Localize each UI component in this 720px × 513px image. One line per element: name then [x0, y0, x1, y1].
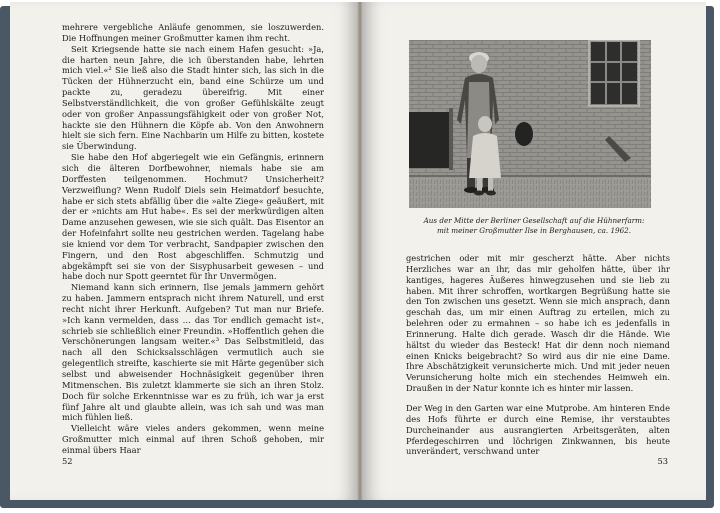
left-paragraph-2: Seit Kriegsende hatte sie nach einem Hafen gesucht: »Ja, die harten neun Jahre, die ich überstanden habe, lehrten mich viel.«² Sie ließ also die Stadt hinter sich, las sich in die Tücken der Hühnerzucht ein, band eine Schürze um und packte zu, geradezu übereifrig. Mit einer Selbstverständlichkeit, die von großer Gefühlskälte zeugt oder von großer Anpassungsfähigkeit oder von großer Not, hackte sie den Hühnern die Köpfe ab. Von den Anwohnern hielt sie sich fern. Eine Nachbarin um Hilfe zu bitten, kostete sie Überwindung.: [62, 43, 324, 152]
caption-line-1: Aus der Mitte der Berliner Gesellschaft auf die Hühnerfarm:: [423, 216, 645, 225]
left-paragraph-4: Niemand kann sich erinnern, Ilse jemals jammern gehört zu haben. Jammern entsprach nicht ihrem Naturell, und erst recht nicht ihrer Herkunft. Aufgeben? Tut man nur Briefe. »Ich kann vermelden, dass … das Tor endlich gemacht ist«, schrieb sie schließlich einer Freundin. »Hoffentlich gehen die Verschönerungen langsam weiter.«³ Das Selbstmitleid, das nach all den Schicksalsschlägen vermutlich auch sie gelegentlich streifte, kaschierte sie mit Härte gegenüber sich selbst und abweisender Hochnäsigkeit gegenüber ihren Mitmenschen. Bis zuletzt klammerte sie sich an ihren Stolz. Doch für solche Erkenntnisse war es zu früh, ich war ja erst fünf Jahre alt und glaubte allein, was ich sah und was man mich fühlen ließ.: [62, 282, 324, 423]
left-page: [10, 2, 358, 500]
right-page: [362, 2, 706, 500]
left-paragraph-1: mehrere vergebliche Anläufe genommen, sie loszuwerden. Die Hoffnungen meiner Großmutter kamen ihm recht.: [62, 22, 324, 43]
historical-photo: [409, 40, 651, 208]
right-paragraph-1: gestrichen oder mit mir gescherzt hätte. Aber nichts Herzliches war an ihr, das mir geholfen hätte, über ihr kantiges, hageres Äußeres hinwegzusehen und sie lieb zu haben. Mit ihrer schroffen, wortkargen Begrüßung hatte sie den Ton zwischen uns gesetzt. Wenn sie mich ansprach, dann geschah das, um mir einen Auftrag zu erteilen, mich zu belehren oder zu ermahnen – so habe ich es jedenfalls in Erinnerung. Halte dich gerade. Wasch dir die Hände. Wie hältst du wieder das Besteck! Hat dir denn noch niemand einen Knicks beigebracht? So wird aus dir nie eine Dame. Ihre Abschätzigkeit verunsicherte mich. Und mit jeder neuen Verunsicherung holte mich ein stechendes Heimweh ein. Draußen in der Natur konnte ich es hinter mir lassen.: [406, 253, 670, 394]
open-book: [6, 0, 712, 505]
page-number-right: 53: [657, 456, 668, 466]
left-page-body: [62, 22, 324, 456]
right-page-body: [406, 253, 670, 457]
right-paragraph-2: Der Weg in den Garten war eine Mutprobe. Am hinteren Ende des Hofs führte er durch eine Remise, ihr verstaubtes Durcheinander aus ausrangierten Arbeitsgeräten, alten Pferdegeschirren und löchrigen Zinkwannen, bis heute unverändert, verschwand unter: [406, 402, 670, 457]
left-paragraph-5: Vielleicht wäre vieles anders gekommen, wenn meine Großmutter mich einmal auf ihren Schoß gehoben, mir einmal übers Haar: [62, 423, 324, 455]
left-paragraph-3: Sie habe den Hof abgeriegelt wie ein Gefängnis, erinnern sich die älteren Dorfbewohner, niemals habe sie am Dorffesten teilgenommen. Hochmut? Unsicherheit? Verzweiflung? Wenn Rudolf Diels sein Heimatdorf besuchte, habe er sich stets abfällig über die »alte Ziege« geäußert, mit der er »nichts am Hut habe«. Es sei der merkwürdigen alten Dame anzusehen gewesen, wie sie sich quält. Das Eisentor an der Hofeinfahrt sollte neu gestrichen werden. Tagelang habe sie kniend vor dem Tor verbracht, Sandpapier zwischen den Fingern, und den Rost abgeschliffen. Schmutzig und abgekämpft sei sie von der Sisyphusarbeit gewesen – und habe doch nur Spott geerntet für Ihr Unvermögen.: [62, 152, 324, 282]
caption-line-2: mit meiner Großmutter Ilse in Berghausen, ca. 1962.: [436, 226, 632, 235]
photo-caption: [402, 216, 666, 236]
page-number-left: 52: [62, 456, 73, 466]
